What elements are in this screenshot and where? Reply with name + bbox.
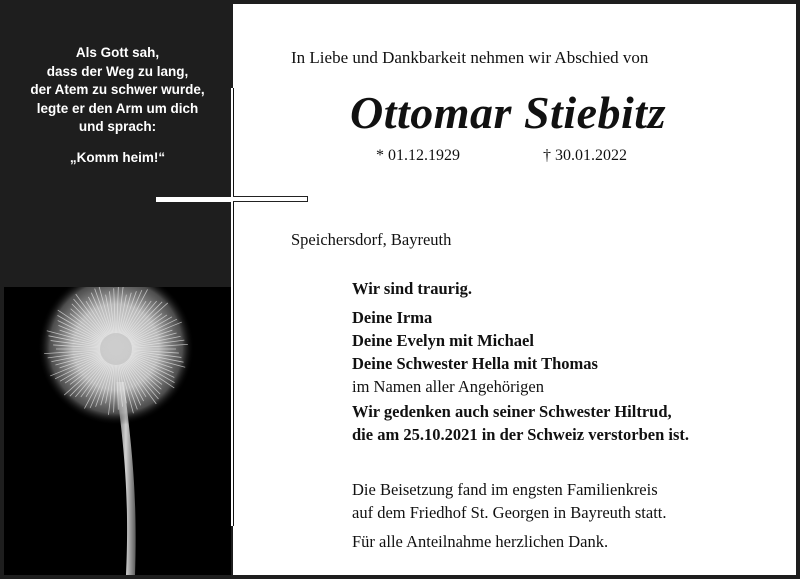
poem-line: dass der Weg zu lang, bbox=[46, 63, 189, 79]
remembrance-line: Wir gedenken auch seiner Schwester Hiltrud, bbox=[352, 402, 672, 421]
funeral-line: Die Beisetzung fand im engsten Familienkreis bbox=[352, 480, 658, 499]
mourner-name: Deine Schwester Hella mit Thomas bbox=[352, 354, 598, 373]
poem-spacer bbox=[4, 137, 231, 149]
cross-vertical-edge bbox=[233, 88, 234, 526]
dandelion-icon bbox=[4, 287, 231, 575]
poem-line: legte er den Arm um dich bbox=[36, 100, 199, 116]
death-date: † 30.01.2022 bbox=[543, 147, 627, 164]
poem-line: der Atem zu schwer wurde, bbox=[30, 82, 205, 97]
poem bbox=[4, 44, 231, 167]
sad-statement: Wir sind traurig. bbox=[352, 279, 472, 298]
intro-text: In Liebe und Dankbarkeit nehmen wir Abschied von bbox=[291, 48, 649, 67]
birth-date: * 01.12.1929 bbox=[376, 147, 460, 164]
mourner-name: Deine Irma bbox=[352, 308, 433, 327]
mourner-name: Deine Evelyn mit Michael bbox=[352, 331, 534, 350]
relatives-line: im Namen aller Angehörigen bbox=[352, 377, 544, 396]
deceased-name: Ottomar Stiebitz bbox=[350, 87, 666, 138]
funeral-block bbox=[352, 478, 667, 553]
cross-horizontal-outline bbox=[233, 196, 308, 202]
funeral-line: auf dem Friedhof St. Georgen in Bayreuth statt. bbox=[352, 503, 667, 522]
dandelion-photo bbox=[4, 287, 231, 575]
poem-line: und sprach: bbox=[78, 119, 157, 134]
place: Speichersdorf, Bayreuth bbox=[291, 230, 452, 249]
remembrance-line: die am 25.10.2021 in der Schweiz verstorben ist. bbox=[352, 425, 690, 444]
poem-line: Als Gott sah, bbox=[75, 45, 160, 60]
thanks-line: Für alle Anteilnahme herzlichen Dank. bbox=[352, 532, 609, 551]
mourners-block bbox=[352, 277, 689, 446]
poem-quote: „Komm heim!“ bbox=[69, 149, 166, 165]
